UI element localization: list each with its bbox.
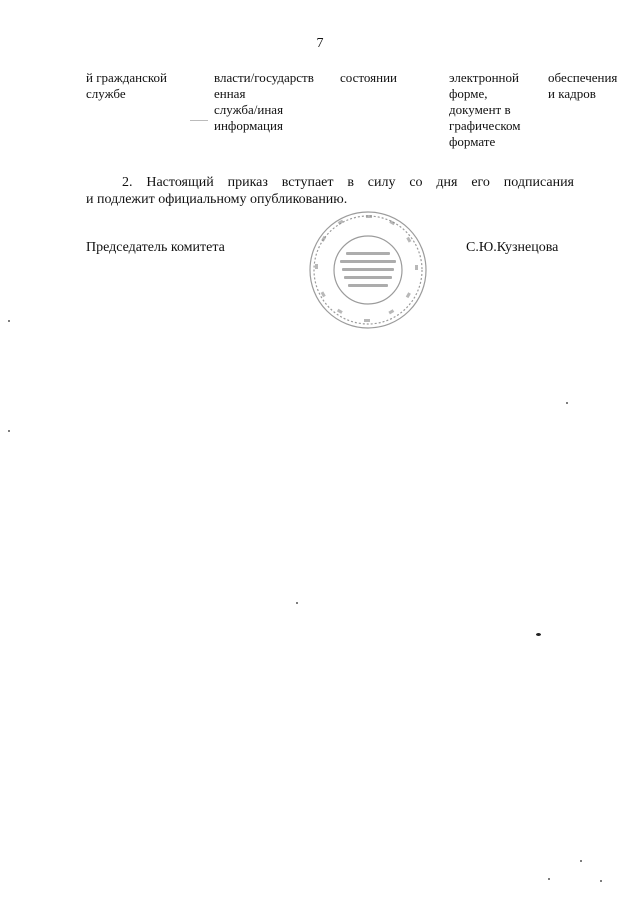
scan-speck: [600, 880, 602, 882]
table-cell-col3: [340, 70, 430, 86]
round-seal-icon: [306, 208, 430, 332]
scan-speck: [8, 320, 10, 322]
table-cell-line: енная: [214, 86, 246, 101]
scan-speck: [190, 120, 208, 121]
scan-speck: [8, 430, 10, 432]
table-cell-line: состоянии: [340, 70, 397, 85]
table-cell-line: служба/иная: [214, 102, 284, 117]
table-cell-col5: [548, 70, 640, 102]
table-cell-line: й гражданской: [86, 70, 168, 85]
scan-speck: [548, 878, 550, 880]
table-cell-line: власти/государств: [214, 70, 314, 85]
table-cell-line: форме,: [449, 86, 488, 101]
signatory-name: С.Ю.Кузнецова: [466, 240, 559, 255]
scan-speck: [566, 402, 568, 404]
paragraph-line: 2. Настоящий приказ вступает в силу со дня его подписания: [122, 175, 574, 190]
paragraph-line: и подлежит официальному опубликованию.: [86, 192, 348, 207]
page-number: 7: [316, 36, 324, 51]
order-paragraph: [86, 174, 574, 208]
table-cell-col4: [449, 70, 539, 150]
table-cell-line: графическом: [449, 118, 521, 133]
scan-speck: [580, 860, 582, 862]
table-cell-line: информация: [214, 118, 283, 133]
scan-speck: [296, 602, 298, 604]
table-cell-line: документ в: [449, 102, 511, 117]
table-cell-line: формате: [449, 134, 496, 149]
table-cell-col1: [86, 70, 198, 102]
signatory-title: Председатель комитета: [86, 240, 225, 255]
table-cell-line: и кадров: [548, 86, 596, 101]
table-cell-line: электронной: [449, 70, 519, 85]
table-cell-line: обеспечения: [548, 70, 618, 85]
scan-speck: [536, 633, 541, 636]
table-cell-line: службе: [86, 86, 126, 101]
table-cell-col2: [214, 70, 339, 134]
